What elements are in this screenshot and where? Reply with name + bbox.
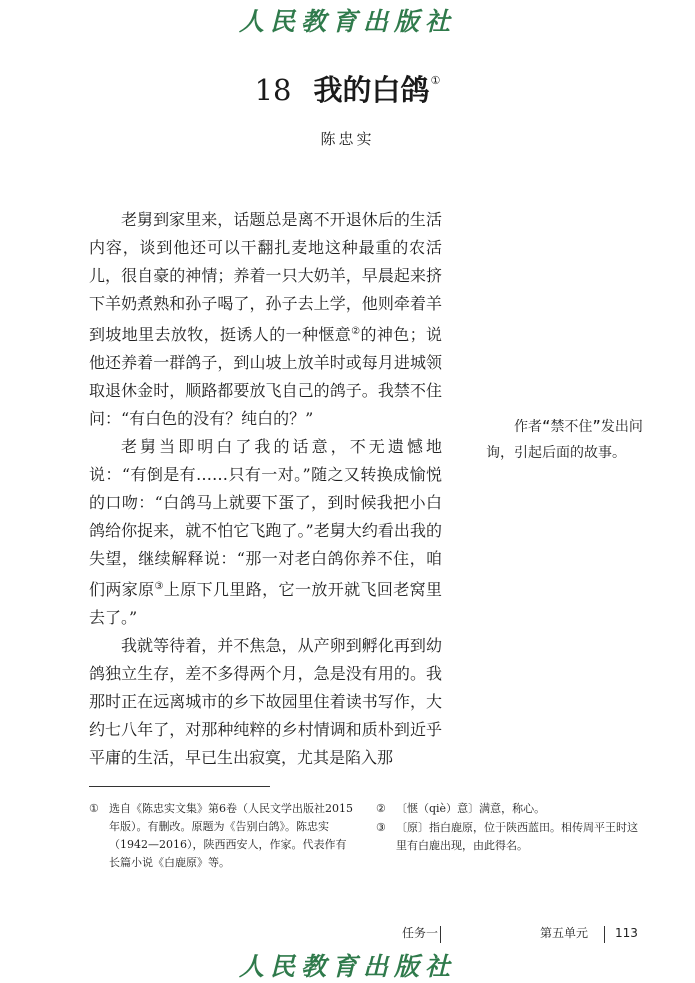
publisher-watermark-top: 人民教育出版社 — [238, 7, 456, 36]
inline-footnote-mark: ② — [351, 326, 361, 337]
title-footnote-mark: ① — [430, 74, 441, 87]
paragraph-text: 上原下几里路，它一放开就飞回老窝里去了。” — [89, 580, 442, 627]
body-paragraph-3 — [89, 632, 442, 772]
footnote-mark: ① — [89, 802, 99, 815]
footnote-text: 〔惬（qiè）意〕满意，称心。 — [396, 802, 546, 815]
paragraph-text: 老舅到家里来，话题总是离不开退休后的生活内容，谈到他还可以干翻扎麦地这种最重的农活儿，很自豪的神情；养着一只大奶羊，早晨起来挤下羊奶煮熟和孙子喝了，孙子去上学，他则牵着羊到坡地里去放牧，挺诱人的一种惬意 — [89, 210, 442, 344]
footnote-3 — [376, 819, 646, 855]
footer-unit-label: 第五单元 — [540, 926, 589, 940]
body-paragraph-1 — [89, 206, 442, 433]
margin-annotation — [486, 414, 652, 466]
footer-divider — [440, 926, 441, 943]
footer-divider — [604, 926, 605, 943]
title-text: 我的白鸽 — [313, 73, 430, 107]
lesson-number: 18 — [254, 73, 292, 107]
footnote-1 — [89, 800, 357, 872]
footnote-mark: ③ — [376, 821, 386, 834]
paragraph-text: 我就等待着，并不焦急，从产卵到孵化再到幼鸽独立生存，差不多得两个月，急是没有用的。我那时正在远离城市的乡下故园里住着读书写作，大约七八年了，对那种纯粹的乡村情调和质朴到近乎平庸的生活，早已生出寂寞，尤其是陷入那 — [89, 636, 442, 767]
footnote-divider — [89, 786, 270, 787]
footnote-text: 〔原〕指白鹿原，位于陕西蓝田。相传周平王时这里有白鹿出现，由此得名。 — [396, 821, 638, 852]
body-paragraph-2 — [89, 433, 442, 632]
footnotes-left-column — [89, 800, 357, 873]
publisher-watermark-bottom: 人民教育出版社 — [238, 952, 456, 981]
author-name: 陈忠实 — [320, 130, 375, 148]
footnote-text: 选自《陈忠实文集》第6卷（人民文学出版社2015年版）。有删改。原题为《告别白鸽》。陈忠实（1942—2016），陕西西安人，作家。代表作有长篇小说《白鹿原》等。 — [109, 802, 353, 869]
paragraph-text: 老舅当即明白了我的话意，不无遗憾地说：“有倒是有……只有一对。”随之又转换成愉悦的口吻：“白鸽马上就要下蛋了，到时候我把小白鸽给你捉来，就不怕它飞跑了。”老舅大约看出我的失望，继续解释说：“那一对老白鸽你养不住，咱们两家原 — [89, 437, 442, 599]
footer-task-label: 任务一 — [402, 926, 439, 940]
footnotes-right-column — [376, 800, 646, 856]
footnote-2 — [376, 800, 646, 818]
inline-footnote-mark: ③ — [154, 581, 164, 592]
article-body — [89, 206, 442, 772]
margin-annotation-text: 作者“禁不住”发出问询，引起后面的故事。 — [486, 419, 643, 461]
footnote-mark: ② — [376, 802, 386, 815]
article-title — [0, 68, 695, 109]
paragraph-text: 的神色；说他还养着一群鸽子，到山坡上放羊时或每月进城领取退休金时，顺路都要放飞自己的鸽子。我禁不住问：“有白色的没有？纯白的？” — [89, 325, 442, 428]
page-number: 113 — [615, 926, 638, 940]
